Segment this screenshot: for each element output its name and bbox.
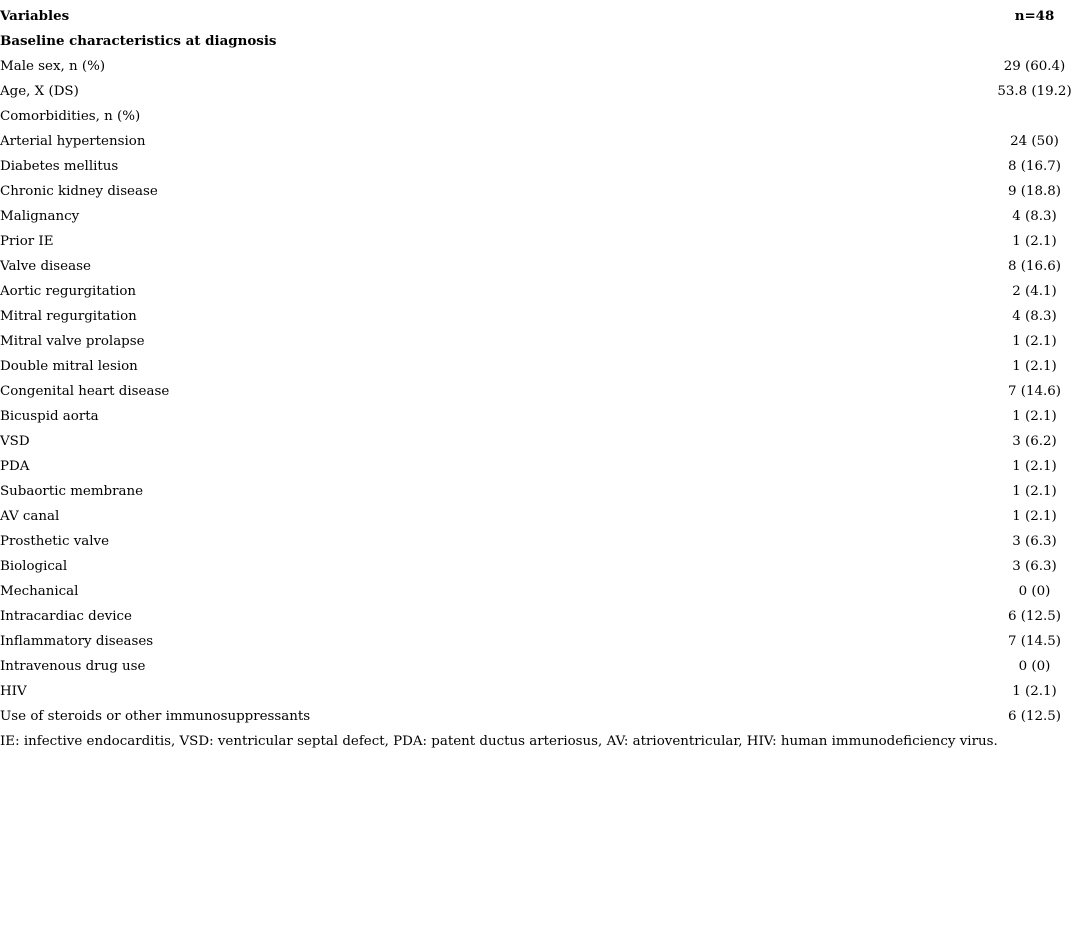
- row-value: 6 (12.5): [1007, 609, 1062, 624]
- row-label: Mitral regurgitation: [0, 309, 137, 324]
- table-row: [0, 279, 1079, 304]
- row-value: 1 (2.1): [1012, 409, 1057, 424]
- row-label: Congenital heart disease: [0, 384, 170, 399]
- row-label: AV canal: [0, 509, 60, 524]
- row-label: Prior IE: [0, 234, 54, 249]
- row-value: 1 (2.1): [1012, 359, 1057, 374]
- row-label: Comorbidities, n (%): [0, 109, 141, 124]
- row-label: Male sex, n (%): [0, 59, 106, 74]
- table-row: [0, 654, 1079, 679]
- table-footnote: IE: infective endocarditis, VSD: ventricular septal defect, PDA: patent ductus arteriosus, AV: atrioventricular, HIV: human immunodeficiency virus.: [0, 734, 998, 749]
- row-value: 53.8 (19.2): [997, 84, 1072, 99]
- row-value: 0 (0): [1018, 659, 1051, 674]
- table-row: [0, 79, 1079, 104]
- row-label: Mitral valve prolapse: [0, 334, 145, 349]
- baseline-characteristics-table: [0, 4, 1079, 754]
- footnote-row: [0, 729, 1079, 754]
- section-title: Baseline characteristics at diagnosis: [0, 33, 277, 49]
- header-variables: Variables: [0, 8, 70, 24]
- row-label: Mechanical: [0, 584, 79, 599]
- table-row: [0, 54, 1079, 79]
- table-row: [0, 604, 1079, 629]
- table-row: [0, 154, 1079, 179]
- row-value: 1 (2.1): [1012, 509, 1057, 524]
- row-value: 1 (2.1): [1012, 234, 1057, 249]
- table-row: [0, 704, 1079, 729]
- row-value: 1 (2.1): [1012, 459, 1057, 474]
- table-row: [0, 379, 1079, 404]
- row-value: 1 (2.1): [1012, 334, 1057, 349]
- row-label: Bicuspid aorta: [0, 409, 99, 424]
- row-label: Malignancy: [0, 209, 80, 224]
- row-value: 9 (18.8): [1007, 184, 1062, 199]
- row-label: PDA: [0, 459, 30, 474]
- row-label: Subaortic membrane: [0, 484, 144, 499]
- row-label: Inflammatory diseases: [0, 634, 154, 649]
- row-value: 8 (16.6): [1007, 259, 1062, 274]
- row-label: HIV: [0, 684, 27, 699]
- row-label: Prosthetic valve: [0, 534, 110, 549]
- row-label: Valve disease: [0, 259, 91, 274]
- table-row: [0, 404, 1079, 429]
- row-value: 6 (12.5): [1007, 709, 1062, 724]
- row-value: 8 (16.7): [1007, 159, 1062, 174]
- row-value: 4 (8.3): [1012, 209, 1057, 224]
- table-row: [0, 579, 1079, 604]
- table-row: [0, 229, 1079, 254]
- row-label: Double mitral lesion: [0, 359, 138, 374]
- row-label: Diabetes mellitus: [0, 159, 119, 174]
- header-n: n=48: [1014, 8, 1055, 24]
- row-value: 4 (8.3): [1012, 309, 1057, 324]
- row-label: Age, X (DS): [0, 84, 79, 99]
- table-row: [0, 454, 1079, 479]
- row-value: 7 (14.5): [1007, 634, 1062, 649]
- table-row: [0, 329, 1079, 354]
- row-value: 0 (0): [1018, 584, 1051, 599]
- table-body: [0, 4, 1079, 754]
- row-value: 1 (2.1): [1012, 684, 1057, 699]
- row-label: Biological: [0, 559, 68, 574]
- table-row: [0, 429, 1079, 454]
- table-row: [0, 204, 1079, 229]
- row-value: 2 (4.1): [1012, 284, 1057, 299]
- row-label: Use of steroids or other immunosuppressants: [0, 709, 311, 724]
- row-value: 24 (50): [1010, 134, 1059, 149]
- row-value: 7 (14.6): [1007, 384, 1062, 399]
- table-row: [0, 679, 1079, 704]
- row-label: Chronic kidney disease: [0, 184, 158, 199]
- section-row: [0, 29, 1079, 54]
- table-row: [0, 529, 1079, 554]
- table-row: [0, 629, 1079, 654]
- row-value: 3 (6.3): [1012, 534, 1057, 549]
- row-value: 1 (2.1): [1012, 484, 1057, 499]
- row-label: Aortic regurgitation: [0, 284, 137, 299]
- table-row: [0, 479, 1079, 504]
- row-label: VSD: [0, 434, 30, 449]
- row-label: Intravenous drug use: [0, 659, 146, 674]
- table-row: [0, 504, 1079, 529]
- row-value: 3 (6.3): [1012, 559, 1057, 574]
- row-value: 29 (60.4): [1003, 59, 1066, 74]
- table-row: [0, 354, 1079, 379]
- row-label: Arterial hypertension: [0, 134, 146, 149]
- row-label: Intracardiac device: [0, 609, 132, 624]
- table-row: [0, 554, 1079, 579]
- table-row: [0, 129, 1079, 154]
- table-row: [0, 254, 1079, 279]
- table-row: [0, 104, 1079, 129]
- table-row: [0, 179, 1079, 204]
- row-value: [990, 104, 1079, 129]
- table-row: [0, 304, 1079, 329]
- row-value: 3 (6.2): [1012, 434, 1057, 449]
- table-header-row: [0, 4, 1079, 29]
